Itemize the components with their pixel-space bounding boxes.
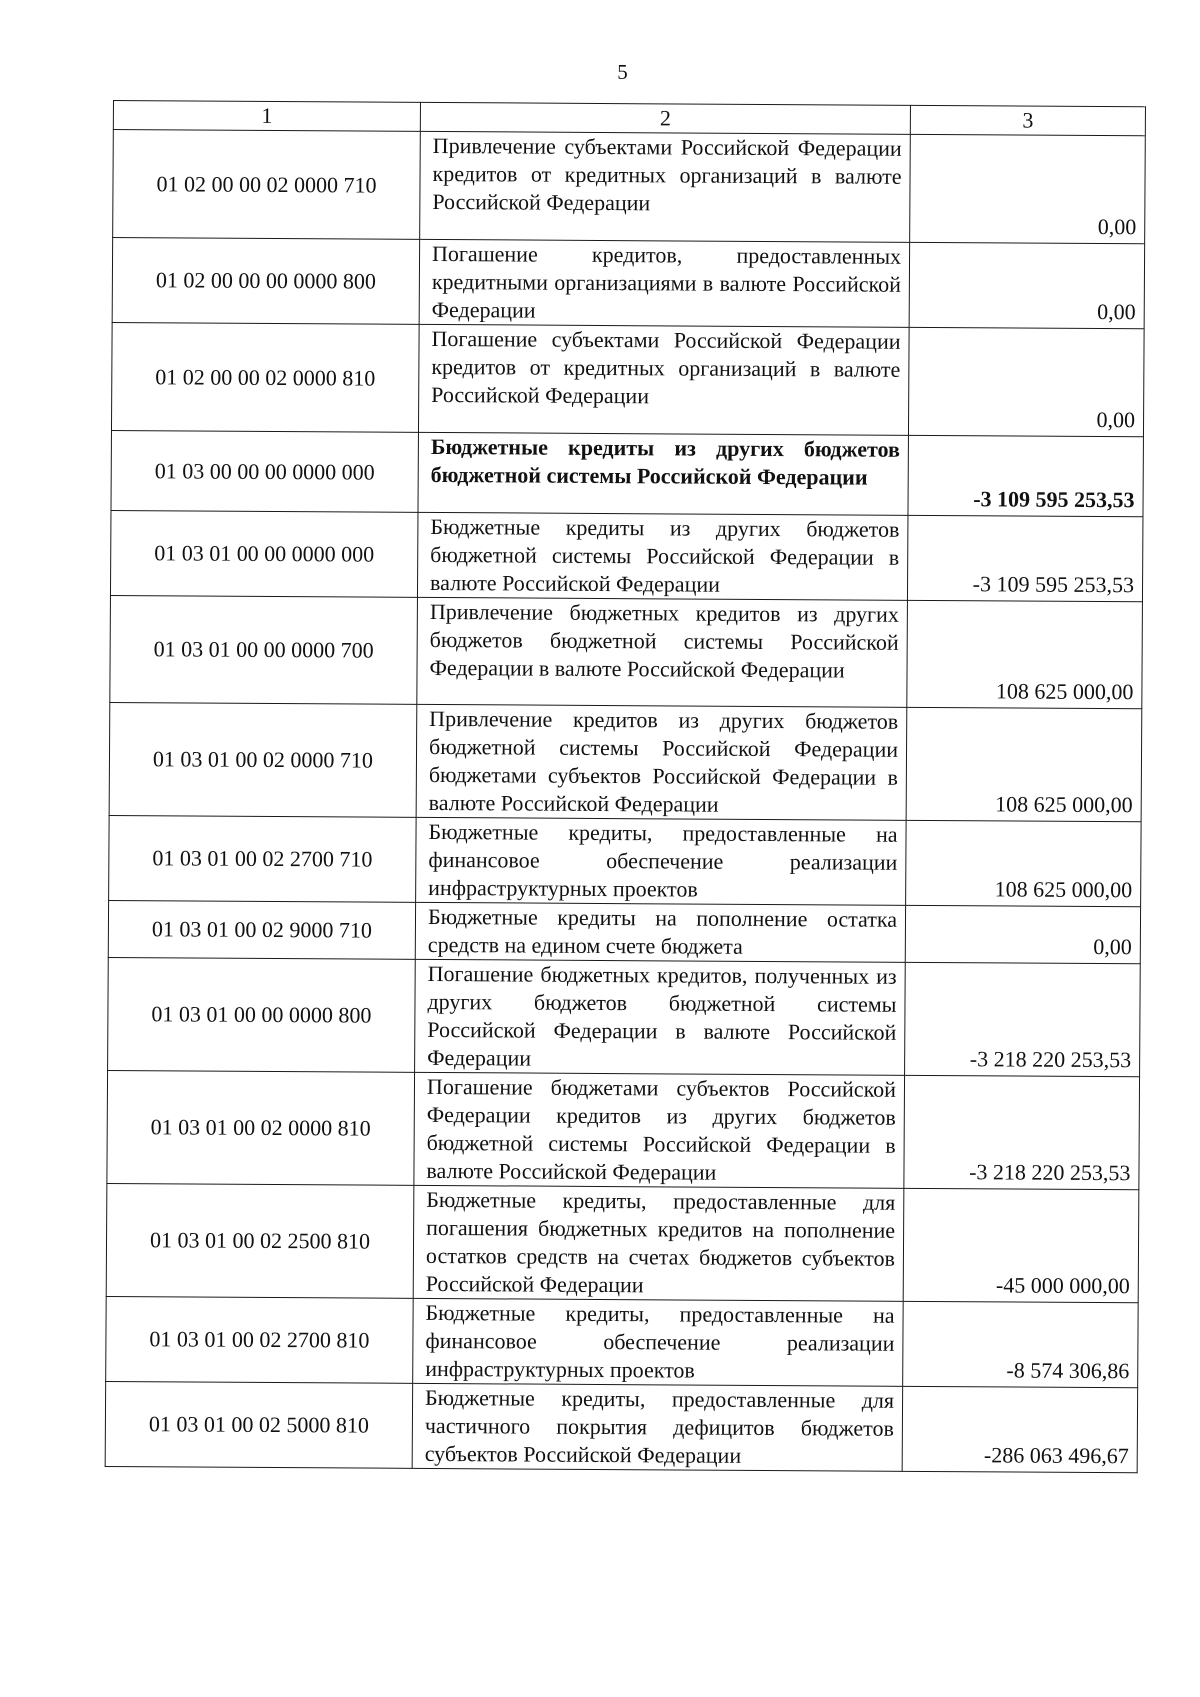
amount-cell: 0,00	[908, 327, 1144, 436]
budget-code-cell: 01 03 01 00 02 5000 810	[105, 1381, 413, 1468]
budget-code-cell: 01 02 00 00 02 0000 810	[111, 322, 419, 432]
budget-code-cell: 01 03 01 00 00 0000 700	[110, 595, 418, 704]
description-cell: Бюджетные кредиты, предоставленные для частичного покрытия дефицитов бюджетов субъектов Российской Федерации	[412, 1383, 903, 1471]
table-row	[111, 322, 1144, 436]
budget-code-cell: 01 02 00 00 02 0000 710	[113, 130, 421, 240]
description-cell: Привлечение субъектами Российской Федерации кредитов от кредитных организаций в валюте Российской Федерации	[420, 131, 911, 242]
budget-code-cell: 01 03 00 00 00 0000 000	[111, 430, 418, 512]
table-row	[108, 957, 1141, 1076]
budget-code-cell: 01 03 01 00 02 2700 710	[109, 815, 417, 902]
table-row	[106, 1183, 1139, 1302]
amount-cell: -3 109 595 253,53	[908, 435, 1143, 516]
amount-cell: 0,00	[910, 134, 1146, 243]
amount-cell: 108 625 000,00	[906, 820, 1142, 906]
amount-cell: -3 218 220 253,53	[905, 962, 1141, 1076]
budget-code-cell: 01 03 01 00 02 0000 710	[109, 702, 417, 817]
budget-code-cell: 01 03 01 00 02 2700 810	[106, 1296, 414, 1383]
amount-cell: -286 063 496,67	[902, 1386, 1138, 1472]
table-row	[109, 702, 1142, 821]
column-header-2: 2	[420, 102, 910, 134]
table-row	[111, 430, 1143, 516]
budget-code-cell: 01 03 01 00 00 0000 800	[108, 957, 416, 1072]
amount-cell: -45 000 000,00	[903, 1188, 1139, 1302]
table-row	[110, 595, 1143, 708]
amount-cell: -3 109 595 253,53	[907, 515, 1143, 601]
description-cell: Бюджетные кредиты из других бюджетов бюджетной системы Российской Федерации в валюте Российской Федерации	[417, 512, 908, 600]
budget-code-cell: 01 02 00 00 00 0000 800	[112, 238, 420, 325]
amount-cell: 108 625 000,00	[906, 707, 1142, 821]
amount-cell: -8 574 306,86	[903, 1301, 1139, 1387]
description-cell: Погашение субъектами Российской Федерации кредитов от кредитных организаций в валюте Российской Федерации	[418, 324, 909, 435]
table-row	[105, 1381, 1138, 1472]
table-row	[108, 900, 1140, 963]
table-row	[106, 1296, 1139, 1387]
description-cell: Погашение бюджетных кредитов, полученных из других бюджетов бюджетной системы Российской Федерации в валюте Российской Федерации	[415, 959, 906, 1075]
budget-code-cell: 01 03 01 00 02 2500 810	[106, 1183, 414, 1298]
amount-cell: 0,00	[909, 242, 1145, 328]
description-cell: Бюджетные кредиты, предоставленные для погашения бюджетных кредитов на пополнение остатков средств на счетах бюджетов субъектов Российской Федерации	[413, 1185, 904, 1301]
table-row	[113, 130, 1146, 244]
table-row	[112, 238, 1144, 329]
amount-cell: -3 218 220 253,53	[904, 1075, 1140, 1189]
table-row	[110, 510, 1143, 601]
budget-code-cell: 01 03 01 00 02 9000 710	[108, 900, 415, 959]
description-cell: Привлечение бюджетных кредитов из других бюджетов бюджетной системы Российской Федерации в валюте Российской Федерации	[417, 597, 908, 707]
column-header-3: 3	[910, 105, 1145, 135]
budget-code-cell: 01 03 01 00 00 0000 000	[110, 510, 418, 597]
description-cell: Привлечение кредитов из других бюджетов бюджетной системы Российской Федерации бюджетами субъектов Российской Федерации в валюте Российской Федерации	[416, 704, 907, 820]
description-cell: Бюджетные кредиты на пополнение остатка средств на едином счете бюджета	[415, 902, 905, 962]
column-header-1: 1	[113, 101, 420, 132]
amount-cell: 108 625 000,00	[907, 600, 1143, 708]
amount-cell: 0,00	[905, 905, 1140, 963]
description-cell: Бюджетные кредиты, предоставленные на финансовое обеспечение реализации инфраструктурных проектов	[413, 1298, 904, 1386]
table-row	[107, 1070, 1140, 1189]
description-cell: Бюджетные кредиты из других бюджетов бюджетной системы Российской Федерации	[418, 432, 908, 515]
table-row	[109, 815, 1142, 906]
description-cell: Бюджетные кредиты, предоставленные на финансовое обеспечение реализации инфраструктурных проектов	[416, 817, 907, 905]
description-cell: Погашение бюджетами субъектов Российской Федерации кредитов из других бюджетов бюджетной системы Российской Федерации в валюте Российской Федерации	[414, 1072, 905, 1188]
page-number: 5	[617, 60, 628, 84]
description-cell: Погашение кредитов, предоставленных кредитными организациями в валюте Российской Федерации	[419, 239, 910, 327]
budget-code-cell: 01 03 01 00 02 0000 810	[107, 1070, 415, 1185]
budget-sources-table	[105, 100, 1146, 1473]
